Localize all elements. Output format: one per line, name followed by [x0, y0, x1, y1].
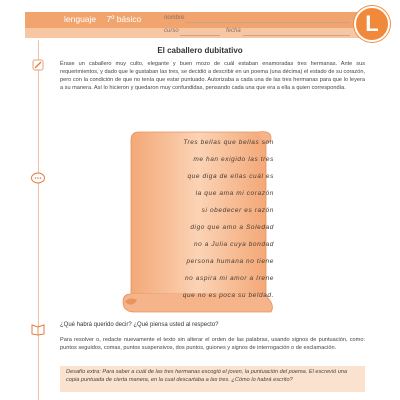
speech-bubble-icon: [30, 172, 46, 186]
field-date-label: fecha: [226, 28, 241, 34]
subject-name: lenguaje: [64, 14, 97, 24]
parchment-scroll: [121, 126, 276, 316]
challenge-text: Desafío extra: Para saber a cuál de las tres hermanas escogió el joven, la puntuación del poema. El escrevió una copia puntuada de cierta manera, en la cual descartaba a las tres. ¿Cómo lo habrá escrito?: [66, 369, 348, 383]
grade-label: 7º básico: [106, 14, 142, 24]
question-text: ¿Qué habrá querido decir? ¿Qué piensa usted al respecto?: [60, 322, 219, 328]
poem-line: no aspira mi amor a Irene: [184, 275, 274, 282]
poem-line: la que ama mi corazón: [195, 190, 274, 197]
book-icon: [30, 322, 46, 336]
poem-line: que no es poca su beldad.: [182, 292, 274, 299]
poem-line: me han exigido las tres: [193, 156, 274, 163]
header-subbar: [25, 28, 360, 38]
field-date-line[interactable]: [243, 35, 350, 36]
field-course-label: curso: [164, 28, 179, 34]
subject-badge: L: [354, 6, 390, 42]
poem-line: persona humana no tiene: [186, 258, 274, 265]
subject-label: [64, 14, 141, 24]
page-title: El caballero dubitativo: [157, 46, 243, 55]
pencil-icon: [30, 58, 46, 72]
poem-line: si obedecer es razón: [201, 207, 274, 214]
margin-line: [38, 40, 39, 400]
field-course-line[interactable]: [180, 35, 220, 36]
challenge-box: [60, 366, 365, 392]
intro-paragraph: Érase un caballero muy culto, elegante y buen mozo de cuál estaban enamoradas tres hermanas. Ante sus requerimientos, y dado que le gustaban las tres, se decidió a describir en un poema (una décima) el estado de su corazón, pero con la condición de que no tenía que estar puntuado. Autorizaba a cada una de las tres hermanas para que lo leyera a su manera. Así lo hicieron y quedaron muy confundidas, pensando cada una que era a ella a quien correspondía.: [60, 61, 365, 91]
instructions-paragraph: Para resolver o, redacte nuevamente el texto sin alterar el orden de las palabras, usando signos de puntuación, como: puntos seguidos, comas, puntos suspensivos, dos puntos, guiones y signos de interrogación o de exclamación.: [60, 337, 365, 351]
poem-line: digo que amo a Soledad: [190, 224, 274, 231]
poem-line: que diga de ellas cuál es: [187, 173, 274, 180]
field-name-label: nombre: [164, 15, 185, 21]
poem-line: no a Julia cuya bondad: [193, 241, 274, 248]
field-name-line[interactable]: [185, 22, 350, 23]
poem-line: Tres bellas que bellas son: [183, 139, 274, 146]
